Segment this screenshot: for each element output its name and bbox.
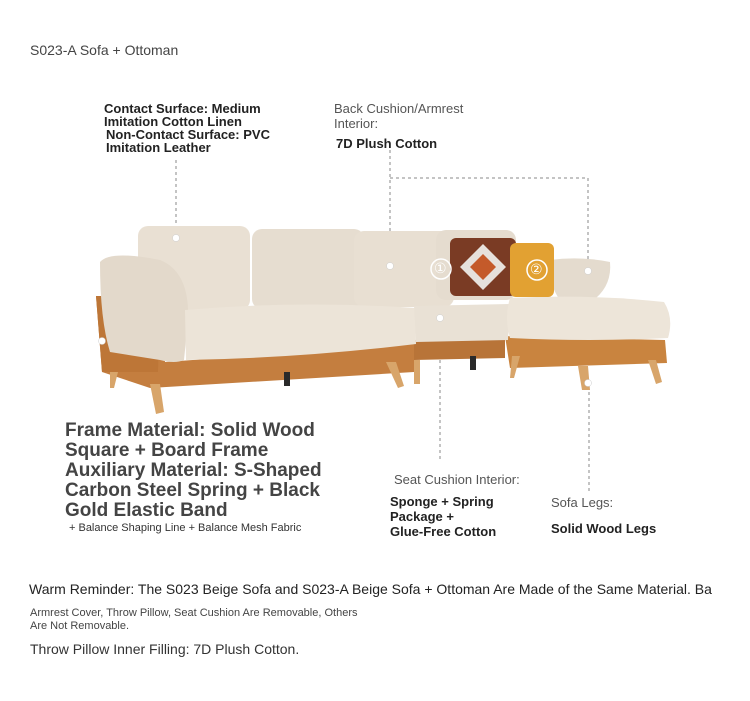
pillow-filling-note: Throw Pillow Inner Filling: 7D Plush Cotton.: [30, 641, 300, 657]
pillow-marker-1: ①: [434, 260, 447, 276]
seat-line-2: Package +: [390, 509, 454, 524]
seat-line-1: Sponge + Spring: [390, 494, 494, 509]
frame-material-callout: [65, 421, 355, 521]
contact-line-3: Non-Contact Surface: PVC: [106, 127, 270, 142]
warm-reminder: Warm Reminder: The S023 Beige Sofa and S023-A Beige Sofa + Ottoman Are Made of the Same Material. Ba: [29, 581, 712, 597]
frame-line-2: Square + Board Frame: [65, 440, 269, 461]
back-cushion-value: 7D Plush Cotton: [336, 136, 438, 151]
back-cushion-callout: [334, 101, 534, 150]
contact-line-4: Imitation Leather: [106, 140, 211, 155]
contact-line-2: Imitation Cotton Linen: [104, 114, 242, 129]
seat-line-3: Glue-Free Cotton: [390, 524, 497, 539]
ottoman-cushion: [507, 297, 670, 340]
removable-note-line-2: Are Not Removable.: [30, 620, 130, 632]
removable-note-line-1: Armrest Cover, Throw Pillow, Seat Cushion Are Removable, Others: [30, 607, 358, 619]
frame-line-5: Gold Elastic Band: [65, 500, 228, 521]
frame-line-1: Frame Material: Solid Wood: [65, 420, 315, 441]
back-cushion-label-1: Back Cushion/Armrest: [334, 101, 464, 116]
seat-cushion-mid: [414, 304, 510, 342]
legs-value: Solid Wood Legs: [551, 521, 657, 536]
left-armrest-cushion: [100, 255, 188, 362]
pillow-marker-2: ②: [530, 261, 543, 277]
legs-label: Sofa Legs:: [551, 495, 614, 510]
back-cushion-2: [252, 229, 364, 309]
seat-cushion-label: Seat Cushion Interior:: [394, 472, 520, 487]
right-armrest-cushion: [550, 258, 611, 300]
frame-sub-text: + Balance Shaping Line + Balance Mesh Fabric: [69, 522, 302, 534]
contact-surface-callout: [104, 102, 304, 154]
back-cushion-label-2: Interior:: [334, 116, 379, 131]
seat-cushion-value: [390, 494, 496, 539]
page-title: S023-A Sofa + Ottoman: [30, 42, 179, 58]
frame-line-3: Auxiliary Material: S-Shaped: [65, 460, 322, 481]
contact-line-1: Contact Surface: Medium: [104, 101, 261, 116]
removable-note: [30, 607, 410, 633]
ottoman-base: [505, 336, 667, 368]
frame-line-4: Carbon Steel Spring + Black: [65, 480, 320, 501]
